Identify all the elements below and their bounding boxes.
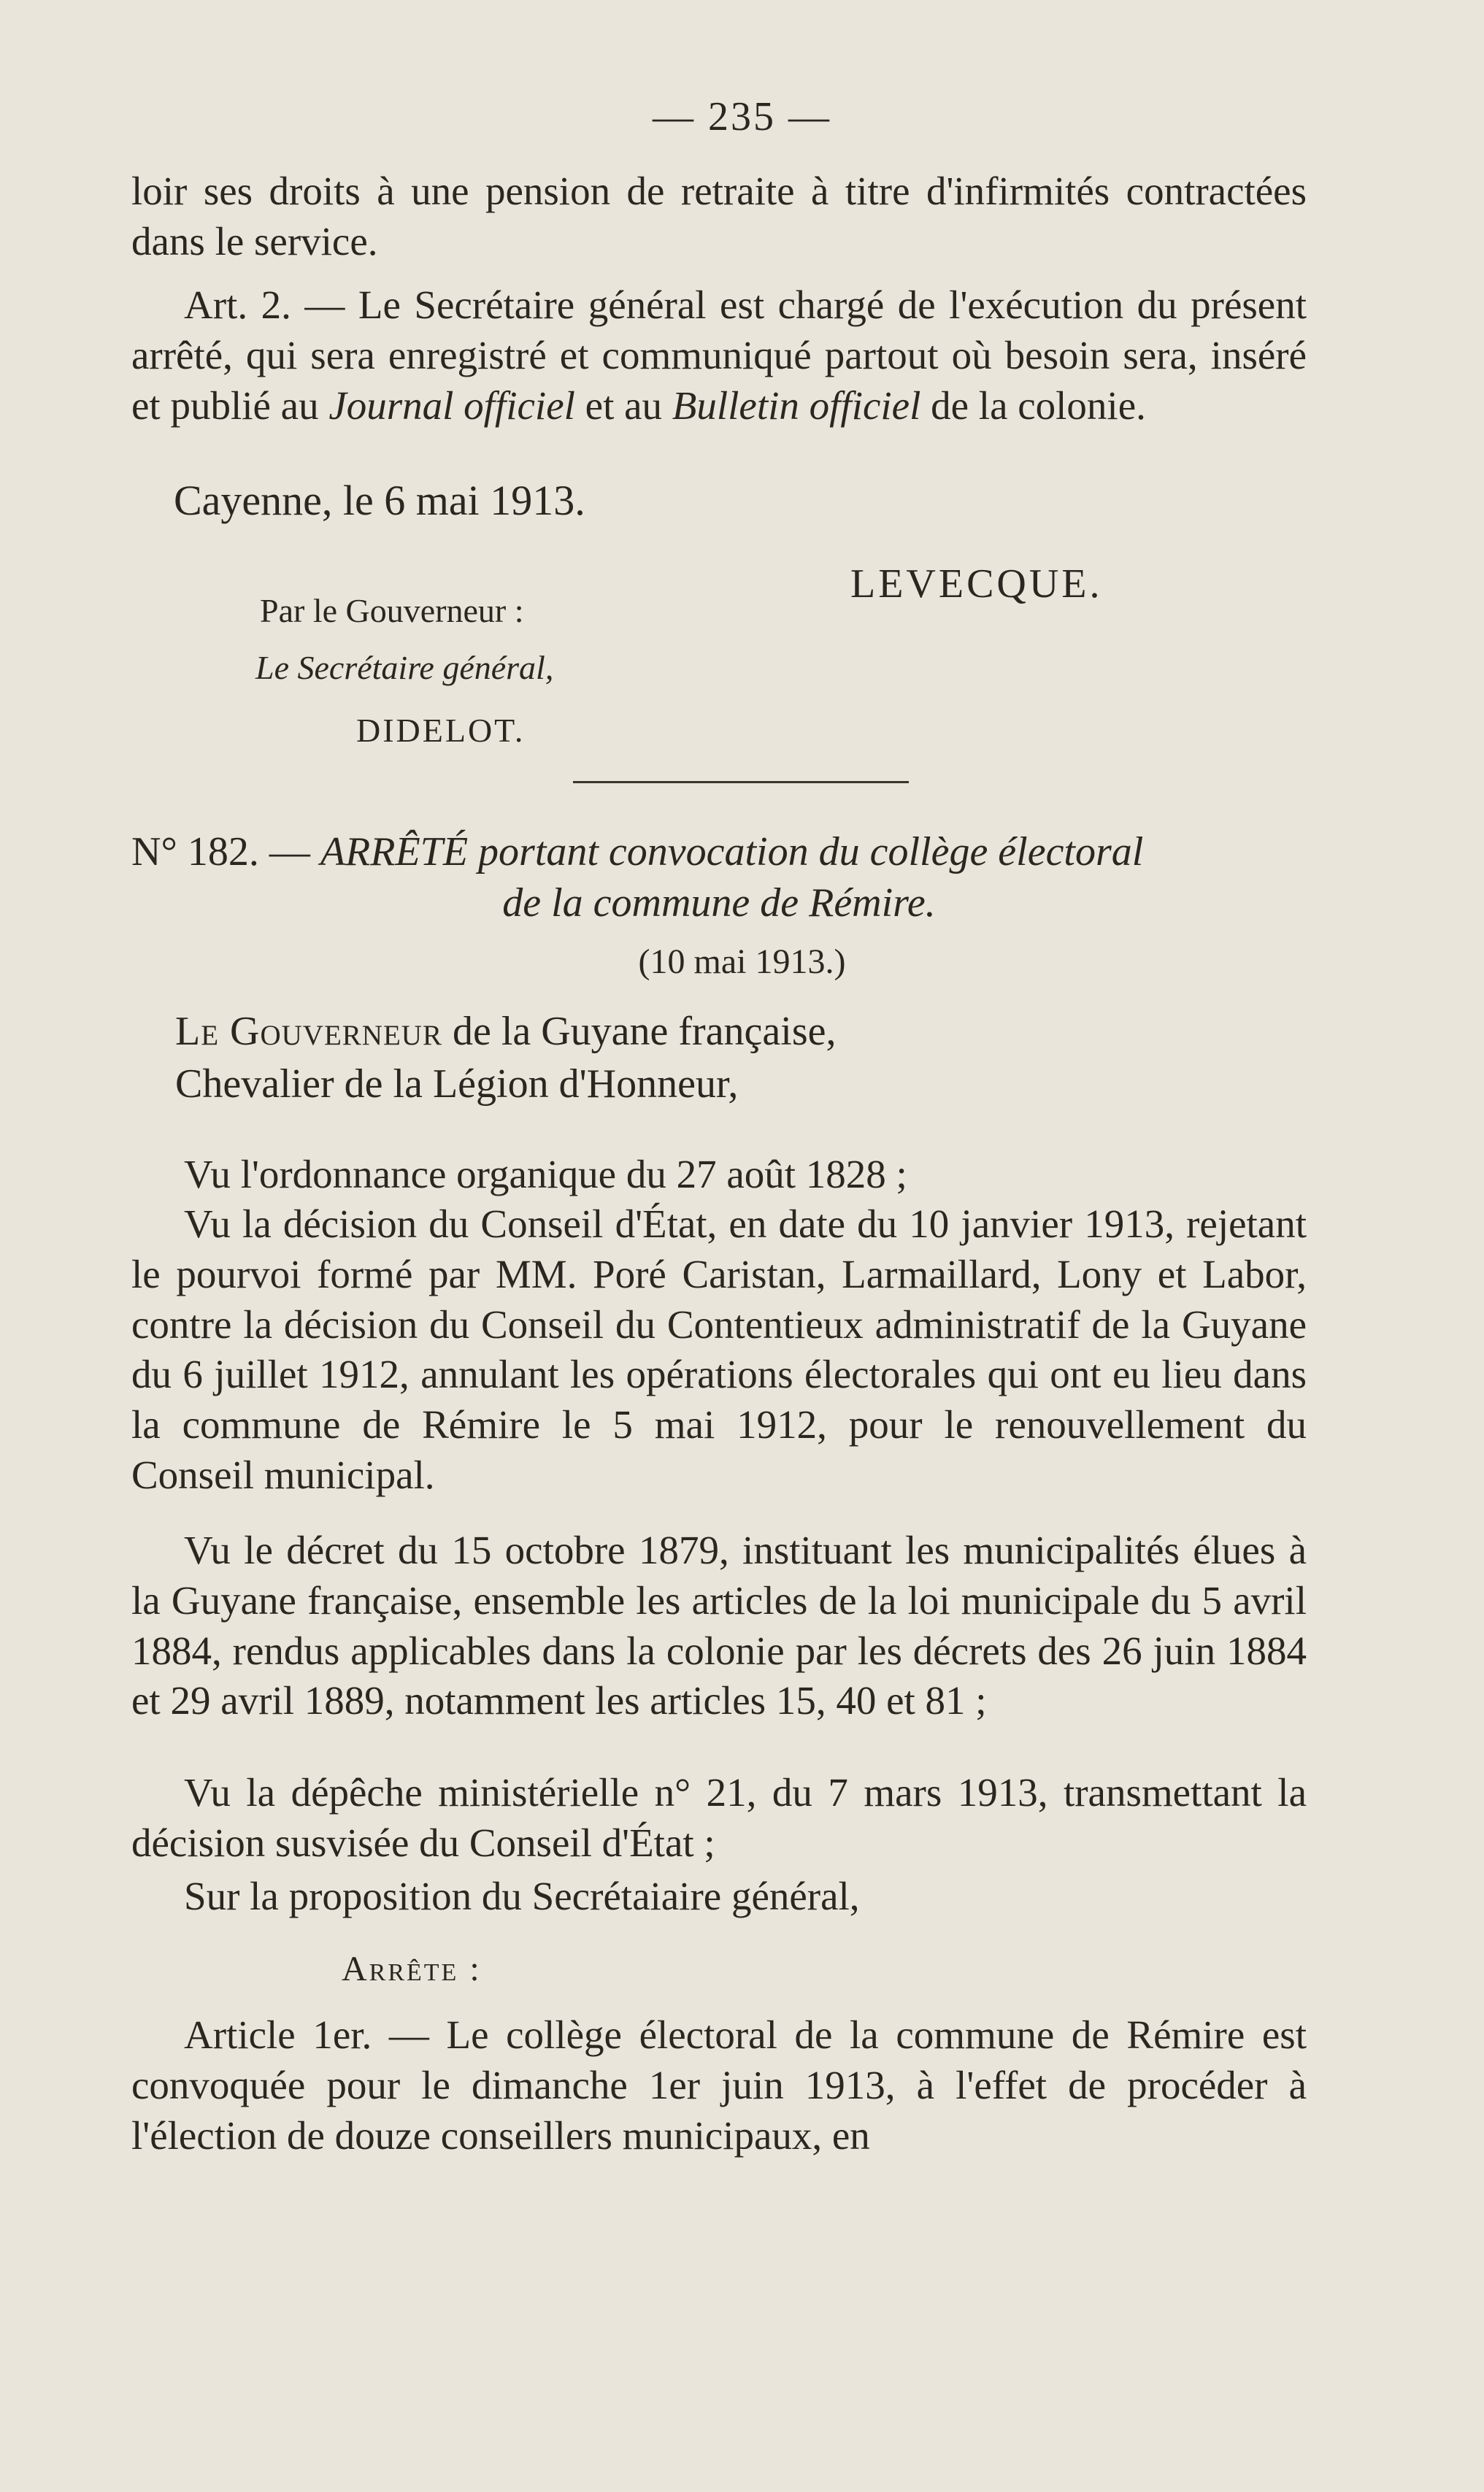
article-2-paragraph [131,280,1307,431]
section-divider [573,781,909,783]
decree-title-line2: de la commune de Rémire. [502,880,936,926]
decree-date: (10 mai 1913.) [638,942,846,981]
par-le-gouverneur: Par le Gouverneur : [260,592,524,629]
governor-line1-rest: de la Guyane française, [442,1009,837,1054]
article-2-prefix: Art. 2. — Le Secrétaire général est chargé de l'exécution du présent arrêté, qui sera enregistré et communiqué partout où besoin sera, inséré et publié au [131,282,1307,428]
bulletin-officiel-ref: Bulletin officiel [672,382,921,428]
governor-label: Le Gouverneur [175,1009,442,1054]
article-1-paragraph: Article 1er. — Le collège électoral de la commune de Rémire est convoquée pour le dimanche 1er juin 1913, à l'effet de procéder à l'élection de douze conseillers municipaux, en [131,2012,1307,2158]
sur-proposition: Sur la proposition du Secrétaiaire général, [184,1874,860,1918]
vu-decret: Vu le décret du 15 octobre 1879, instituant les municipalités élues à la Guyane française, ensemble les articles de la loi municipale du 5 avril 1884, rendus applicables dans la colonie par les décrets des 26 juin 1884 et 29 avril 1889, notamment les articles 15, 40 et 81 ; [131,1528,1307,1723]
continuation-paragraph: loir ses droits à une pension de retraite à titre d'infirmités contractées dans le service. [131,169,1307,264]
decree-title [131,826,1307,928]
article-2-suffix: de la colonie. [920,382,1146,428]
vu-depeche: Vu la dépêche ministérielle n° 21, du 7 mars 1913, transmettant la décision susvisée du Conseil d'État ; [131,1770,1307,1865]
decree-number: N° 182. — [131,829,320,874]
page-number: — 235 — [653,94,831,139]
signatory-secretary: DIDELOT. [356,712,526,749]
journal-officiel-ref: Journal officiel [328,382,575,428]
arrete-heading: Arrête : [342,1950,482,1988]
governor-preamble [175,1006,836,1110]
place-date: Cayenne, le 6 mai 1913. [174,477,585,524]
article-2-mid: et au [574,382,672,428]
decree-title-line1: ARRÊTÉ portant convocation du collège électoral [320,829,1144,874]
signatory-governor: LEVECQUE. [850,561,1103,607]
governor-line2: Chevalier de la Légion d'Honneur, [175,1061,739,1107]
secretary-title: Le Secrétaire général, [255,649,554,686]
vu-decision-conseil-etat: Vu la décision du Conseil d'État, en date du 10 janvier 1913, rejetant le pourvoi formé par MM. Poré Caristan, Larmaillard, Lony et Labor, contre la décision du Conseil du Contentieux administratif de la Guyane du 6 juillet 1912, annulant les opérations électorales qui ont eu lieu dans la commune de Rémire le 5 mai 1912, pour le renouvellement du Conseil municipal. [131,1201,1307,1497]
vu-ordonnance: Vu l'ordonnance organique du 27 août 1828 ; [184,1152,907,1196]
